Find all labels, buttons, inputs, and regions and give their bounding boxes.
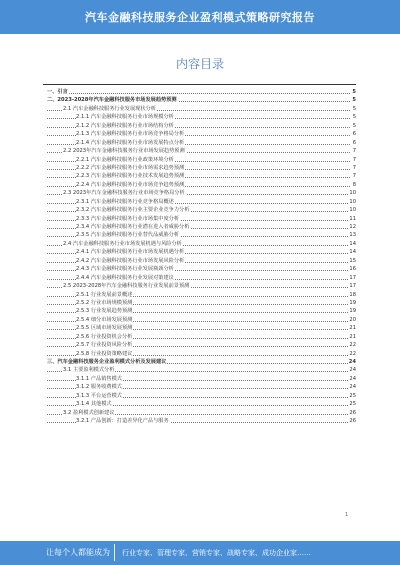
toc-entry-label: 3.1.1 产品销售模式 bbox=[76, 375, 122, 382]
toc-entry-label: 2.5.5 区域市场发展预测 bbox=[76, 325, 133, 332]
toc-entry[interactable] bbox=[43, 172, 356, 180]
toc-entry[interactable] bbox=[43, 350, 356, 358]
toc-entry-page: 5 bbox=[352, 105, 356, 112]
toc-entry-page: 5 bbox=[352, 114, 356, 121]
toc-entry-page: 14 bbox=[349, 240, 356, 247]
toc-entry[interactable] bbox=[43, 307, 356, 315]
toc-entry-page: 15 bbox=[349, 257, 356, 264]
toc-entry-label: 2.1.1 汽车金融科技服务行业市场规模分析 bbox=[76, 114, 174, 121]
toc-entry-page: 17 bbox=[349, 283, 356, 290]
toc-entry-label: 2.1 汽车金融科技服务行业发展现状分析 bbox=[63, 105, 156, 112]
toc-entry-label: 2.4.3 汽车金融科技服务行业发展瓶颈分析 bbox=[76, 266, 174, 273]
toc-entry[interactable] bbox=[43, 147, 356, 155]
toc-entry-label: 2.4.1 汽车金融科技服务行业市场发展机遇分析 bbox=[76, 249, 185, 256]
toc-entry[interactable] bbox=[43, 366, 356, 374]
toc-entry[interactable] bbox=[43, 274, 356, 282]
toc-entry[interactable] bbox=[43, 181, 356, 189]
toc-entry-label: 2.2.1 汽车金融科技服务行业政策环境分析 bbox=[76, 156, 174, 163]
toc-entry-label: 2.5.8 行业投资策略建议 bbox=[76, 350, 133, 357]
toc-entry-label: 2.2.3 汽车金融科技服务行业技术发展趋势预测 bbox=[76, 173, 185, 180]
toc-entry-label: 一、引言 bbox=[47, 89, 68, 95]
toc-entry-label: 2.5.7 行业投资风险分析 bbox=[76, 342, 133, 349]
toc-entry[interactable] bbox=[43, 257, 356, 265]
toc-entry-label: 3.2.1 产品创新：打造差异化产品与服务 bbox=[76, 418, 169, 425]
toc-entry[interactable] bbox=[43, 215, 356, 223]
toc-entry-page: 25 bbox=[349, 392, 356, 399]
footer-slogan-left: 让每个人都能成为 bbox=[46, 548, 110, 557]
toc-entry-label: 2.4.2 汽车金融科技服务行业市场发展风险分析 bbox=[76, 257, 185, 264]
toc-entry-label: 3.1.3 平台运营模式 bbox=[76, 392, 122, 399]
toc-entry-label: 2.3 2023年汽车金融科技服务行业市场竞争格局分析 bbox=[63, 190, 185, 197]
toc-entry-label: 3.1 主要盈利模式分析 bbox=[63, 367, 115, 374]
toc-entry-page: 5 bbox=[352, 89, 356, 95]
toc-entry-page: 11 bbox=[349, 215, 356, 222]
toc-entry-page: 17 bbox=[349, 274, 356, 281]
toc-entry[interactable] bbox=[43, 409, 356, 417]
toc-entry[interactable] bbox=[43, 316, 356, 324]
toc-entry-page: 26 bbox=[349, 409, 356, 416]
toc-entry-label: 2.1.2 汽车金融科技服务行业市场结构分析 bbox=[76, 122, 174, 129]
toc-entry[interactable] bbox=[43, 282, 356, 290]
toc-entry[interactable] bbox=[43, 88, 356, 96]
footer-divider bbox=[114, 544, 115, 561]
toc-entry[interactable] bbox=[43, 223, 356, 231]
toc-entry[interactable] bbox=[43, 240, 356, 248]
report-title: 汽车金融科技服务企业盈利模式策略研究报告 bbox=[85, 11, 315, 24]
toc-entry[interactable] bbox=[43, 358, 356, 366]
footer-slogan-right: 行业专家、管理专家、营销专家、战略专家、成功企业家…… bbox=[122, 549, 311, 557]
toc-entry-page: 21 bbox=[349, 333, 356, 340]
toc-entry[interactable] bbox=[43, 417, 356, 425]
toc-entry-label: 2.5.4 细分市场发展预测 bbox=[76, 316, 133, 323]
toc-entry[interactable] bbox=[43, 189, 356, 197]
toc-entry[interactable] bbox=[43, 383, 356, 391]
toc-entry-page: 18 bbox=[349, 291, 356, 298]
toc-entry-page: 12 bbox=[349, 224, 356, 230]
toc-entry-page: 7 bbox=[352, 148, 356, 155]
toc-entry[interactable] bbox=[43, 341, 356, 349]
toc-entry[interactable] bbox=[43, 333, 356, 341]
toc-entry-label: 2.1.3 汽车金融科技服务行业市场竞争格局分析 bbox=[76, 131, 185, 138]
toc-entry-page: 5 bbox=[352, 97, 356, 104]
table-of-contents bbox=[43, 88, 356, 426]
toc-entry-label: 2.4 汽车金融科技服务行业市场发展机遇与风险分析 bbox=[63, 240, 182, 247]
toc-entry-page: 6 bbox=[352, 139, 356, 146]
toc-entry-page: 22 bbox=[349, 350, 356, 357]
page-mark: 1 bbox=[345, 512, 349, 518]
toc-entry[interactable] bbox=[43, 231, 356, 239]
toc-entry-page: 7 bbox=[352, 156, 356, 163]
toc-entry-label: 2.3.4 汽车金融科技服务行业潜在进入者威胁分析 bbox=[76, 224, 190, 230]
toc-entry-label: 2.3.3 汽车金融科技服务行业市场集中度分析 bbox=[76, 215, 180, 222]
toc-entry-label: 二、2023-2028年汽车金融科技服务市场发展趋势预测 bbox=[47, 97, 177, 104]
toc-divider bbox=[43, 84, 356, 85]
toc-entry[interactable] bbox=[43, 392, 356, 400]
toc-entry-page: 7 bbox=[352, 164, 356, 171]
toc-entry-page: 24 bbox=[349, 375, 356, 382]
toc-entry-page: 24 bbox=[349, 384, 356, 391]
toc-entry-label: 3.1.2 服务收费模式 bbox=[76, 384, 122, 391]
toc-entry-page: 14 bbox=[349, 249, 356, 256]
toc-leader-dots bbox=[47, 93, 350, 94]
toc-entry[interactable] bbox=[43, 156, 356, 164]
toc-entry-page: 22 bbox=[349, 342, 356, 349]
toc-entry-page: 21 bbox=[349, 325, 356, 332]
toc-entry-page: 20 bbox=[349, 316, 356, 323]
toc-entry[interactable] bbox=[43, 198, 356, 206]
toc-entry[interactable] bbox=[43, 324, 356, 332]
toc-entry-page: 19 bbox=[349, 308, 356, 315]
toc-entry-page: 7 bbox=[352, 173, 356, 180]
toc-entry[interactable] bbox=[43, 105, 356, 113]
toc-entry-page: 24 bbox=[349, 367, 356, 374]
toc-entry[interactable] bbox=[43, 113, 356, 121]
toc-entry-label: 2.5.3 行业发展趋势预测 bbox=[76, 308, 133, 315]
toc-entry[interactable] bbox=[43, 299, 356, 307]
toc-entry-label: 2.4.4 汽车金融科技服务行业发展对策建议 bbox=[76, 274, 174, 281]
toc-entry-page: 25 bbox=[349, 401, 356, 408]
toc-entry-page: 24 bbox=[348, 359, 356, 365]
toc-entry-page: 8 bbox=[352, 181, 356, 188]
toc-entry-label: 2.1.4 汽车金融科技服务行业市场发展特点分析 bbox=[76, 139, 185, 146]
toc-entry-page: 16 bbox=[349, 266, 356, 273]
toc-entry-label: 2.5.2 行业市场规模预测 bbox=[76, 299, 133, 306]
toc-entry[interactable] bbox=[43, 248, 356, 256]
toc-entry-page: 19 bbox=[349, 299, 356, 306]
toc-entry-page: 5 bbox=[352, 122, 356, 129]
toc-entry-page: 10 bbox=[349, 198, 356, 205]
toc-entry-label: 2.2 2023年汽车金融科技服务行业市场发展趋势预测 bbox=[63, 148, 185, 155]
toc-entry-page: 26 bbox=[349, 418, 356, 425]
toc-entry-label: 2.2.4 汽车金融科技服务行业市场竞争趋势预测 bbox=[76, 181, 185, 188]
toc-entry[interactable] bbox=[43, 291, 356, 299]
footer-bar bbox=[0, 541, 400, 565]
toc-entry-label: 3.1.4 其他模式 bbox=[76, 401, 112, 408]
toc-entry-label: 2.2.2 汽车金融科技服务行业市场需求趋势预测 bbox=[76, 164, 185, 171]
toc-entry[interactable] bbox=[43, 400, 356, 408]
toc-entry-page: 6 bbox=[352, 131, 356, 138]
toc-entry-label: 2.3.5 汽车金融科技服务行业替代品威胁分析 bbox=[76, 232, 180, 239]
toc-entry-label: 2.5 2023-2028年汽车金融科技服务行业发展前景预测 bbox=[63, 283, 190, 290]
toc-entry-label: 2.3.2 汽车金融科技服务行业主要企业竞争力分析 bbox=[76, 207, 190, 214]
toc-entry-page: 13 bbox=[349, 232, 356, 239]
toc-entry[interactable] bbox=[43, 206, 356, 214]
toc-entry-label: 三、汽车金融科技服务企业盈利模式分析及发展建议 bbox=[47, 359, 167, 365]
toc-entry[interactable] bbox=[43, 96, 356, 104]
toc-entry[interactable] bbox=[43, 265, 356, 273]
toc-title: 内容目录 bbox=[175, 57, 224, 71]
toc-entry-page: 10 bbox=[349, 190, 356, 197]
toc-entry[interactable] bbox=[43, 139, 356, 147]
toc-entry-label: 2.5.1 行业发展前景概述 bbox=[76, 291, 133, 298]
toc-entry-label: 3.2 盈利模式创新建议 bbox=[63, 409, 115, 416]
toc-entry-label: 2.5.6 行业投资机会分析 bbox=[76, 333, 133, 340]
toc-entry[interactable] bbox=[43, 375, 356, 383]
toc-entry[interactable] bbox=[43, 130, 356, 138]
report-header-bar bbox=[0, 0, 400, 34]
toc-entry[interactable] bbox=[43, 122, 356, 130]
toc-entry-label: 2.3.1 汽车金融科技服务行业竞争格局概述 bbox=[76, 198, 174, 205]
toc-entry-page: 10 bbox=[349, 207, 356, 214]
toc-entry[interactable] bbox=[43, 164, 356, 172]
